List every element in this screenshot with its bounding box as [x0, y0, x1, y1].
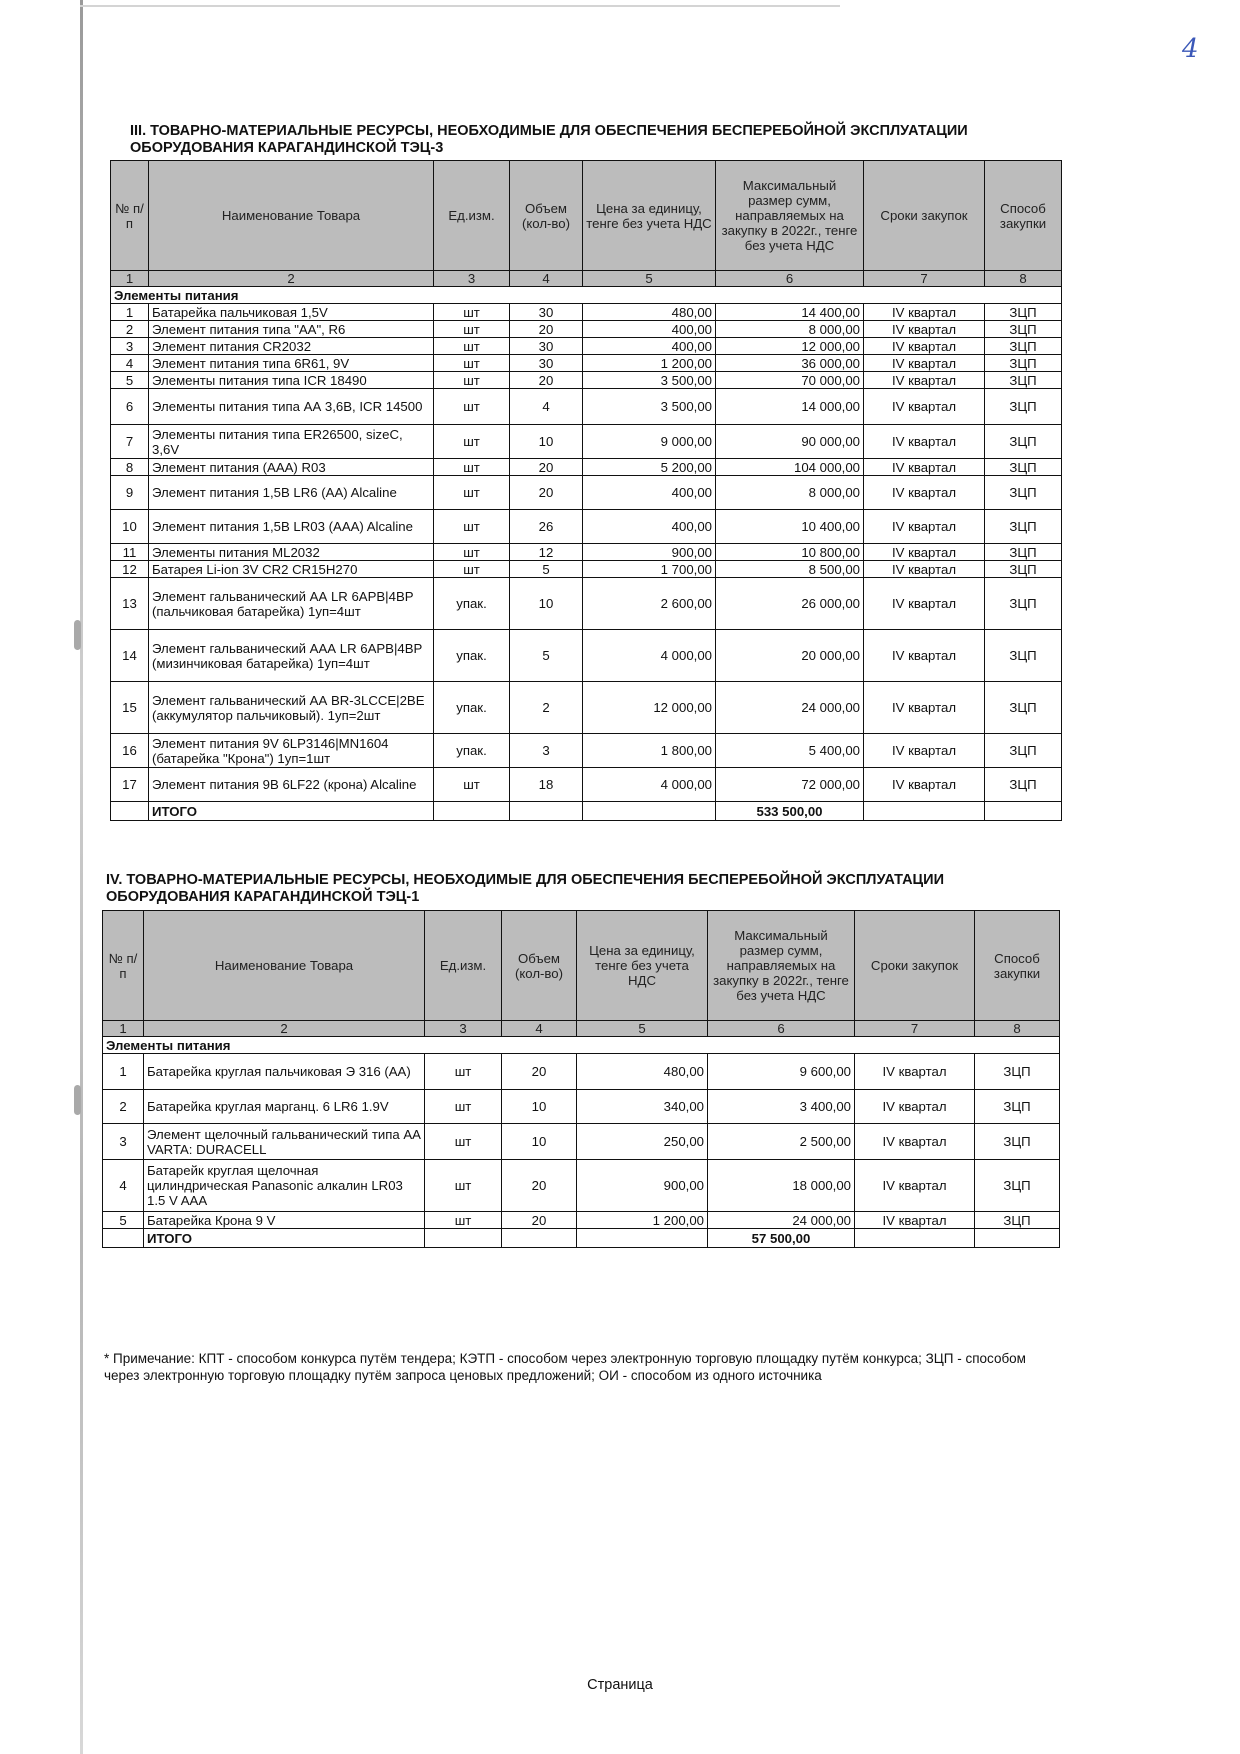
item-unit-price: 4 000,00 — [583, 768, 716, 802]
section-3-table — [110, 160, 1062, 821]
table-row — [111, 459, 1062, 476]
item-purchase-term: IV квартал — [864, 459, 985, 476]
item-unit-price: 1 200,00 — [577, 1212, 708, 1229]
col-qty-header: Объем (кол-во) — [510, 161, 583, 271]
row-number: 1 — [111, 304, 149, 321]
item-purchase-term: IV квартал — [864, 389, 985, 425]
item-max-sum: 72 000,00 — [716, 768, 864, 802]
item-unit-price: 400,00 — [583, 321, 716, 338]
item-name: Элементы питания ML2032 — [149, 544, 434, 561]
item-quantity: 30 — [510, 355, 583, 372]
table-row — [103, 1054, 1060, 1090]
column-number: 3 — [425, 1021, 502, 1037]
item-purchase-method: ЗЦП — [975, 1212, 1060, 1229]
item-unit-price: 1 800,00 — [583, 734, 716, 768]
punch-hole-mark — [74, 1085, 81, 1115]
column-number: 5 — [583, 271, 716, 287]
item-unit: шт — [434, 768, 510, 802]
empty-cell — [864, 802, 985, 821]
item-unit-price: 9 000,00 — [583, 425, 716, 459]
item-unit-price: 480,00 — [577, 1054, 708, 1090]
item-purchase-method: ЗЦП — [975, 1054, 1060, 1090]
item-name: Элементы питания типа ICR 18490 — [149, 372, 434, 389]
handwritten-page-number: 4 — [1182, 34, 1199, 64]
item-max-sum: 20 000,00 — [716, 630, 864, 682]
item-quantity: 20 — [510, 459, 583, 476]
item-quantity: 10 — [510, 425, 583, 459]
col-num-header: № п/п — [103, 911, 144, 1021]
item-name: Элемент гальванический АА BR-3LCCE|2BE (аккумулятор пальчиковый). 1уп=2шт — [149, 682, 434, 734]
item-name: Элементы питания типа АА 3,6В, ICR 14500 — [149, 389, 434, 425]
item-purchase-term: IV квартал — [864, 476, 985, 510]
item-max-sum: 12 000,00 — [716, 338, 864, 355]
item-purchase-term: IV квартал — [864, 561, 985, 578]
item-purchase-term: IV квартал — [864, 578, 985, 630]
row-number: 7 — [111, 425, 149, 459]
item-name: Батарея Li-ion 3V CR2 CR15H270 — [149, 561, 434, 578]
item-unit: шт — [434, 425, 510, 459]
column-number: 2 — [149, 271, 434, 287]
total-row — [111, 802, 1062, 821]
col-unit-header: Ед.изм. — [434, 161, 510, 271]
table-row — [111, 510, 1062, 544]
empty-cell — [975, 1229, 1060, 1248]
item-quantity: 20 — [510, 372, 583, 389]
col-price-header: Цена за единицу, тенге без учета НДС — [577, 911, 708, 1021]
section-4-title: IV. ТОВАРНО-МАТЕРИАЛЬНЫЕ РЕСУРСЫ, НЕОБХОДИМЫЕ ДЛЯ ОБЕСПЕЧЕНИЯ БЕСПЕРЕБОЙНОЙ ЭКСПЛУАТАЦИИ ОБОРУДОВАНИЯ КАРАГАНДИНСКОЙ ТЭЦ-1 — [106, 872, 944, 905]
item-quantity: 20 — [510, 476, 583, 510]
item-unit-price: 900,00 — [577, 1160, 708, 1212]
table-row — [103, 1212, 1060, 1229]
item-purchase-method: ЗЦП — [985, 355, 1062, 372]
item-purchase-term: IV квартал — [864, 425, 985, 459]
empty-cell — [103, 1229, 144, 1248]
item-unit: шт — [434, 476, 510, 510]
group-row — [103, 1037, 1060, 1054]
item-max-sum: 36 000,00 — [716, 355, 864, 372]
item-name: Элемент гальванический АА LR 6APB|4BP (пальчиковая батарейка) 1уп=4шт — [149, 578, 434, 630]
item-name: Элемент питания типа "АА", R6 — [149, 321, 434, 338]
item-max-sum: 26 000,00 — [716, 578, 864, 630]
item-purchase-term: IV квартал — [855, 1054, 975, 1090]
table-row — [111, 425, 1062, 459]
item-purchase-term: IV квартал — [855, 1160, 975, 1212]
item-unit-price: 400,00 — [583, 338, 716, 355]
column-number: 8 — [985, 271, 1062, 287]
section-4-table — [102, 910, 1060, 1248]
item-purchase-term: IV квартал — [855, 1212, 975, 1229]
empty-cell — [985, 802, 1062, 821]
row-number: 6 — [111, 389, 149, 425]
table-row — [111, 321, 1062, 338]
row-number: 3 — [111, 338, 149, 355]
col-price-header: Цена за единицу, тенге без учета НДС — [583, 161, 716, 271]
item-quantity: 20 — [502, 1212, 577, 1229]
empty-cell — [434, 802, 510, 821]
row-number: 9 — [111, 476, 149, 510]
item-unit-price: 12 000,00 — [583, 682, 716, 734]
item-purchase-term: IV квартал — [864, 304, 985, 321]
total-label: ИТОГО — [144, 1229, 425, 1248]
item-unit: шт — [434, 459, 510, 476]
col-unit-header: Ед.изм. — [425, 911, 502, 1021]
item-quantity: 4 — [510, 389, 583, 425]
item-max-sum: 8 500,00 — [716, 561, 864, 578]
item-unit: шт — [425, 1090, 502, 1124]
total-value: 533 500,00 — [716, 802, 864, 821]
item-quantity: 30 — [510, 304, 583, 321]
group-label: Элементы питания — [111, 287, 1062, 304]
table-row — [111, 372, 1062, 389]
row-number: 2 — [111, 321, 149, 338]
item-unit: упак. — [434, 578, 510, 630]
col-name-header: Наименование Товара — [149, 161, 434, 271]
item-purchase-method: ЗЦП — [985, 372, 1062, 389]
empty-cell — [855, 1229, 975, 1248]
item-unit: шт — [425, 1054, 502, 1090]
item-max-sum: 24 000,00 — [716, 682, 864, 734]
item-name: Элемент питания типа 6R61, 9V — [149, 355, 434, 372]
item-unit: упак. — [434, 682, 510, 734]
item-purchase-method: ЗЦП — [985, 425, 1062, 459]
col-term-header: Сроки закупок — [855, 911, 975, 1021]
item-name: Батарейка круглая пальчиковая Э 316 (АА) — [144, 1054, 425, 1090]
item-purchase-method: ЗЦП — [985, 544, 1062, 561]
item-unit: шт — [425, 1212, 502, 1229]
item-max-sum: 14 000,00 — [716, 389, 864, 425]
empty-cell — [502, 1229, 577, 1248]
item-max-sum: 24 000,00 — [708, 1212, 855, 1229]
item-purchase-term: IV квартал — [855, 1090, 975, 1124]
item-quantity: 26 — [510, 510, 583, 544]
item-purchase-term: IV квартал — [864, 355, 985, 372]
empty-cell — [111, 802, 149, 821]
item-unit-price: 340,00 — [577, 1090, 708, 1124]
item-unit: упак. — [434, 734, 510, 768]
item-max-sum: 10 800,00 — [716, 544, 864, 561]
table-row — [103, 1160, 1060, 1212]
item-unit: упак. — [434, 630, 510, 682]
item-unit-price: 3 500,00 — [583, 389, 716, 425]
item-unit-price: 4 000,00 — [583, 630, 716, 682]
item-unit-price: 480,00 — [583, 304, 716, 321]
group-label: Элементы питания — [103, 1037, 1060, 1054]
col-method-header: Способ закупки — [985, 161, 1062, 271]
item-unit-price: 400,00 — [583, 476, 716, 510]
item-purchase-method: ЗЦП — [975, 1160, 1060, 1212]
item-unit: шт — [434, 389, 510, 425]
item-unit-price: 1 700,00 — [583, 561, 716, 578]
column-number: 6 — [708, 1021, 855, 1037]
item-purchase-term: IV квартал — [855, 1124, 975, 1160]
item-unit: шт — [434, 304, 510, 321]
row-number: 16 — [111, 734, 149, 768]
col-sum-header: Максимальный размер сумм, направляемых на закупку в 2022г., тенге без учета НДС — [716, 161, 864, 271]
table-row — [111, 338, 1062, 355]
item-unit: шт — [434, 338, 510, 355]
item-unit: шт — [434, 544, 510, 561]
item-max-sum: 70 000,00 — [716, 372, 864, 389]
column-number: 3 — [434, 271, 510, 287]
item-unit: шт — [425, 1160, 502, 1212]
item-quantity: 10 — [502, 1090, 577, 1124]
item-quantity: 10 — [502, 1124, 577, 1160]
item-quantity: 18 — [510, 768, 583, 802]
page-left-edge — [80, 0, 83, 1754]
column-number: 6 — [716, 271, 864, 287]
row-number: 4 — [103, 1160, 144, 1212]
col-term-header: Сроки закупок — [864, 161, 985, 271]
item-purchase-method: ЗЦП — [985, 476, 1062, 510]
item-purchase-method: ЗЦП — [985, 510, 1062, 544]
item-max-sum: 10 400,00 — [716, 510, 864, 544]
item-purchase-method: ЗЦП — [985, 459, 1062, 476]
item-purchase-method: ЗЦП — [985, 734, 1062, 768]
col-name-header: Наименование Товара — [144, 911, 425, 1021]
page-footer: Страница — [587, 1677, 653, 1693]
item-purchase-method: ЗЦП — [985, 578, 1062, 630]
column-number: 1 — [103, 1021, 144, 1037]
table-row — [111, 734, 1062, 768]
column-number: 8 — [975, 1021, 1060, 1037]
item-unit: шт — [434, 372, 510, 389]
item-unit-price: 5 200,00 — [583, 459, 716, 476]
table-row — [111, 476, 1062, 510]
item-max-sum: 104 000,00 — [716, 459, 864, 476]
item-name: Элемент гальванический ААА LR 6APB|4BP (мизинчиковая батарейка) 1уп=4шт — [149, 630, 434, 682]
table-row — [111, 682, 1062, 734]
item-unit-price: 3 500,00 — [583, 372, 716, 389]
table-row — [111, 630, 1062, 682]
table-row — [111, 389, 1062, 425]
column-number: 2 — [144, 1021, 425, 1037]
table-row — [103, 1090, 1060, 1124]
empty-cell — [425, 1229, 502, 1248]
item-purchase-method: ЗЦП — [985, 561, 1062, 578]
row-number: 3 — [103, 1124, 144, 1160]
item-unit-price: 1 200,00 — [583, 355, 716, 372]
row-number: 13 — [111, 578, 149, 630]
item-purchase-method: ЗЦП — [975, 1124, 1060, 1160]
column-number: 1 — [111, 271, 149, 287]
item-purchase-term: IV квартал — [864, 734, 985, 768]
item-purchase-method: ЗЦП — [985, 768, 1062, 802]
item-name: Элемент питания 9В 6LF22 (крона) Alcaline — [149, 768, 434, 802]
item-purchase-term: IV квартал — [864, 372, 985, 389]
col-sum-header: Максимальный размер сумм, направляемых на закупку в 2022г., тенге без учета НДС — [708, 911, 855, 1021]
item-unit: шт — [434, 321, 510, 338]
item-purchase-method: ЗЦП — [975, 1090, 1060, 1124]
item-max-sum: 14 400,00 — [716, 304, 864, 321]
item-max-sum: 18 000,00 — [708, 1160, 855, 1212]
item-name: Батарейк круглая щелочная цилиндрическая Panasonic алкалин LR03 1.5 V AAA — [144, 1160, 425, 1212]
item-max-sum: 9 600,00 — [708, 1054, 855, 1090]
column-number: 7 — [855, 1021, 975, 1037]
item-name: Элемент питания CR2032 — [149, 338, 434, 355]
item-name: Элемент питания 9V 6LP3146|MN1604 (батарейка "Крона") 1уп=1шт — [149, 734, 434, 768]
item-max-sum: 8 000,00 — [716, 321, 864, 338]
item-purchase-term: IV квартал — [864, 321, 985, 338]
item-purchase-term: IV квартал — [864, 768, 985, 802]
total-value: 57 500,00 — [708, 1229, 855, 1248]
item-purchase-method: ЗЦП — [985, 389, 1062, 425]
item-quantity: 30 — [510, 338, 583, 355]
row-number: 10 — [111, 510, 149, 544]
item-purchase-term: IV квартал — [864, 544, 985, 561]
item-unit: шт — [434, 355, 510, 372]
item-max-sum: 8 000,00 — [716, 476, 864, 510]
row-number: 15 — [111, 682, 149, 734]
item-name: Элемент питания 1,5В LR03 (AAA) Alcaline — [149, 510, 434, 544]
item-max-sum: 3 400,00 — [708, 1090, 855, 1124]
empty-cell — [510, 802, 583, 821]
item-purchase-method: ЗЦП — [985, 338, 1062, 355]
item-max-sum: 2 500,00 — [708, 1124, 855, 1160]
table-header-row — [111, 161, 1062, 271]
item-purchase-method: ЗЦП — [985, 630, 1062, 682]
item-name: Батарейка Крона 9 V — [144, 1212, 425, 1229]
table-header-row — [103, 911, 1060, 1021]
item-unit-price: 250,00 — [577, 1124, 708, 1160]
row-number: 2 — [103, 1090, 144, 1124]
total-label: ИТОГО — [149, 802, 434, 821]
row-number: 1 — [103, 1054, 144, 1090]
table-row — [111, 355, 1062, 372]
empty-cell — [577, 1229, 708, 1248]
item-unit-price: 2 600,00 — [583, 578, 716, 630]
col-method-header: Способ закупки — [975, 911, 1060, 1021]
item-unit-price: 900,00 — [583, 544, 716, 561]
page-top-edge — [80, 5, 840, 7]
row-number: 17 — [111, 768, 149, 802]
item-name: Элемент питания (ААА) R03 — [149, 459, 434, 476]
row-number: 14 — [111, 630, 149, 682]
item-quantity: 3 — [510, 734, 583, 768]
punch-hole-mark — [74, 620, 81, 650]
row-number: 12 — [111, 561, 149, 578]
item-unit-price: 400,00 — [583, 510, 716, 544]
item-purchase-term: IV квартал — [864, 510, 985, 544]
item-purchase-method: ЗЦП — [985, 304, 1062, 321]
item-purchase-method: ЗЦП — [985, 682, 1062, 734]
item-unit: шт — [434, 510, 510, 544]
item-quantity: 5 — [510, 561, 583, 578]
table-row — [111, 561, 1062, 578]
table-row — [111, 544, 1062, 561]
column-number-row — [103, 1021, 1060, 1037]
item-quantity: 20 — [502, 1160, 577, 1212]
item-quantity: 5 — [510, 630, 583, 682]
footnote: * Примечание: КПТ - способом конкурса путём тендера; КЭТП - способом через электронную торговую площадку путём конкурса; ЗЦП - способом через электронную торговую площадку путём запроса ценовых предложений; ОИ - способом из одного источника — [104, 1351, 1026, 1383]
item-quantity: 2 — [510, 682, 583, 734]
item-name: Батарейка круглая марганц. 6 LR6 1.9V — [144, 1090, 425, 1124]
item-unit: шт — [434, 561, 510, 578]
column-number-row — [111, 271, 1062, 287]
item-quantity: 20 — [510, 321, 583, 338]
item-name: Элемент питания 1,5В LR6 (AA) Alcaline — [149, 476, 434, 510]
item-max-sum: 5 400,00 — [716, 734, 864, 768]
item-unit: шт — [425, 1124, 502, 1160]
column-number: 5 — [577, 1021, 708, 1037]
item-quantity: 20 — [502, 1054, 577, 1090]
column-number: 4 — [502, 1021, 577, 1037]
row-number: 5 — [111, 372, 149, 389]
table-row — [111, 578, 1062, 630]
row-number: 4 — [111, 355, 149, 372]
item-quantity: 10 — [510, 578, 583, 630]
col-qty-header: Объем (кол-во) — [502, 911, 577, 1021]
item-purchase-term: IV квартал — [864, 630, 985, 682]
col-num-header: № п/п — [111, 161, 149, 271]
item-name: Элемент щелочный гальванический типа AA VARTA: DURACELL — [144, 1124, 425, 1160]
row-number: 5 — [103, 1212, 144, 1229]
table-row — [111, 768, 1062, 802]
item-name: Элементы питания типа ER26500, sizeC, 3,6V — [149, 425, 434, 459]
column-number: 4 — [510, 271, 583, 287]
empty-cell — [583, 802, 716, 821]
row-number: 11 — [111, 544, 149, 561]
item-purchase-term: IV квартал — [864, 682, 985, 734]
item-quantity: 12 — [510, 544, 583, 561]
column-number: 7 — [864, 271, 985, 287]
item-name: Батарейка пальчиковая 1,5V — [149, 304, 434, 321]
item-purchase-method: ЗЦП — [985, 321, 1062, 338]
row-number: 8 — [111, 459, 149, 476]
total-row — [103, 1229, 1060, 1248]
section-3-title: III. ТОВАРНО-МАТЕРИАЛЬНЫЕ РЕСУРСЫ, НЕОБХОДИМЫЕ ДЛЯ ОБЕСПЕЧЕНИЯ БЕСПЕРЕБОЙНОЙ ЭКСПЛУАТАЦИИ ОБОРУДОВАНИЯ КАРАГАНДИНСКОЙ ТЭЦ-3 — [130, 123, 968, 156]
table-row — [111, 304, 1062, 321]
group-row — [111, 287, 1062, 304]
table-row — [103, 1124, 1060, 1160]
item-purchase-term: IV квартал — [864, 338, 985, 355]
item-max-sum: 90 000,00 — [716, 425, 864, 459]
